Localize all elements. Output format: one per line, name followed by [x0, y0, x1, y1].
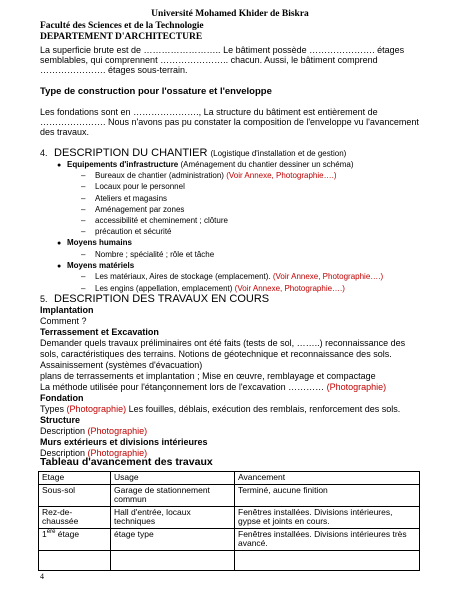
bullet-dot-icon: ● — [57, 162, 62, 169]
table-cell: Sous-sol — [39, 484, 111, 506]
table-row — [39, 550, 420, 570]
page-number: 4 — [40, 572, 44, 581]
terrassement-line-4: plans de terrassements et implantation ; Mise en œuvre, remblayage et compactage — [40, 371, 376, 381]
bullet-dot-icon: ● — [57, 263, 62, 270]
section-5-heading — [40, 293, 269, 305]
list-item: – Nombre ; spécialité ; rôle et tâche — [81, 250, 215, 259]
table-header-cell: Avancement — [235, 472, 420, 485]
bullet-infrastructure — [57, 160, 353, 169]
structure-heading: Structure — [40, 415, 81, 425]
structure-text: Description (Photographie) — [40, 426, 148, 436]
list-item: – Bureaux de chantier (administration) (Voir Annexe, Photographie….) — [81, 171, 337, 180]
terrassement-line-1: Demander quels travaux préliminaires ont été faits (tests de sol, ……..) reconnaissance des — [40, 338, 406, 348]
table-cell: 1ère étage — [39, 528, 111, 550]
table-header-cell: Etage — [39, 472, 111, 485]
intro-paragraph: La superficie brute est de …………………….. Le bâtiment possède …………………. étages semblables, qui comprennent ………………….. chacun. Aussi, le bâtiment comprend …………………. étages sous-terrain. — [40, 45, 405, 75]
list-item: – Les engins (appellation, emplacement) (Voir Annexe, Photographie….) — [81, 284, 345, 293]
section-4-heading — [40, 147, 346, 159]
list-item: – accessibilité et cheminement ; clôture — [81, 216, 228, 225]
header-faculty: Faculté des Sciences et de la Technologie — [40, 21, 204, 31]
list-item: – Ateliers et magasins — [81, 194, 168, 203]
bullet-moyens-humains: ● Moyens humains — [57, 238, 132, 247]
ossature-paragraph: Les fondations sont en …………………., La structure du bâtiment est entièrement de …………………. Nous n'avons pas pu constater la composition de l'enveloppe vu l'avancement des travaux. — [40, 107, 419, 137]
table-cell: Rez-de-chaussée — [39, 506, 111, 528]
list-item: – précaution et sécurité — [81, 227, 172, 236]
section-4-subtitle: (Logistique d'installation et de gestion) — [210, 149, 347, 158]
list-item: – Les matériaux, Aires de stockage (emplacement). (Voir Annexe, Photographie….) — [81, 272, 384, 281]
header-university: Université Mohamed Khider de Biskra — [151, 9, 309, 19]
section-4-number: 4. — [40, 148, 48, 158]
terrassement-line-2: sols, caractéristiques des terrains. Notions de géotechnique et reconnaissance des sols. — [40, 349, 392, 359]
murs-heading: Murs extérieurs et divisions intérieures — [40, 437, 208, 447]
table-cell: Fenêtres installées. Divisions intérieures, gypse et joints en cours. — [235, 506, 420, 528]
list-item: – Locaux pour le personnel — [81, 182, 185, 191]
terrassement-line-3: Assainissement (systèmes d'évacuation) — [40, 360, 203, 370]
table-cell: Terminé, aucune finition — [235, 484, 420, 506]
murs-text: Description (Photographie) — [40, 448, 148, 458]
avancement-table — [38, 471, 420, 571]
table-row — [39, 484, 420, 506]
ossature-heading: Type de construction pour l'ossature et l'enveloppe — [40, 86, 272, 97]
bullet-dot-icon: ● — [57, 240, 62, 247]
table-row — [39, 506, 420, 528]
section-4-title: DESCRIPTION DU CHANTIER — [54, 147, 208, 159]
table-header-cell: Usage — [111, 472, 235, 485]
implantation-text: Comment ? — [40, 316, 87, 326]
terrassement-line-5: La méthode utilisée pour l'étançonnement lors de l'excavation ………… (Photographie) — [40, 382, 387, 392]
table-cell — [39, 550, 111, 570]
bullet-infrastructure-title: Equipements d'infrastructure — [67, 160, 179, 169]
header-department: DEPARTEMENT D'ARCHITECTURE — [40, 32, 203, 42]
implantation-heading: Implantation — [40, 305, 94, 315]
terrassement-heading: Terrassement et Excavation — [40, 327, 159, 337]
table-title: Tableau d'avancement des travaux — [40, 456, 213, 468]
table-cell: Hall d'entrée, locaux techniques — [111, 506, 235, 528]
table-cell: Garage de stationnement commun — [111, 484, 235, 506]
fondation-text: Types (Photographie) Les fouilles, déblais, exécution des remblais, renforcement des sols. — [40, 404, 401, 414]
table-cell — [235, 550, 420, 570]
table-row — [39, 528, 420, 550]
table-cell: étage type — [111, 528, 235, 550]
table-cell — [111, 550, 235, 570]
bullet-infrastructure-note: (Aménagement du chantier dessiner un schéma) — [180, 160, 354, 169]
section-5-number: 5. — [40, 294, 48, 304]
fondation-heading: Fondation — [40, 393, 84, 403]
list-item: – Aménagement par zones — [81, 205, 185, 214]
bullet-moyens-materiels: ● Moyens matériels — [57, 261, 135, 270]
section-5-title: DESCRIPTION DES TRAVAUX EN COURS — [54, 293, 270, 305]
table-header-row — [39, 472, 420, 485]
table-cell: Fenêtres installées. Divisions intérieures très avancé. — [235, 528, 420, 550]
